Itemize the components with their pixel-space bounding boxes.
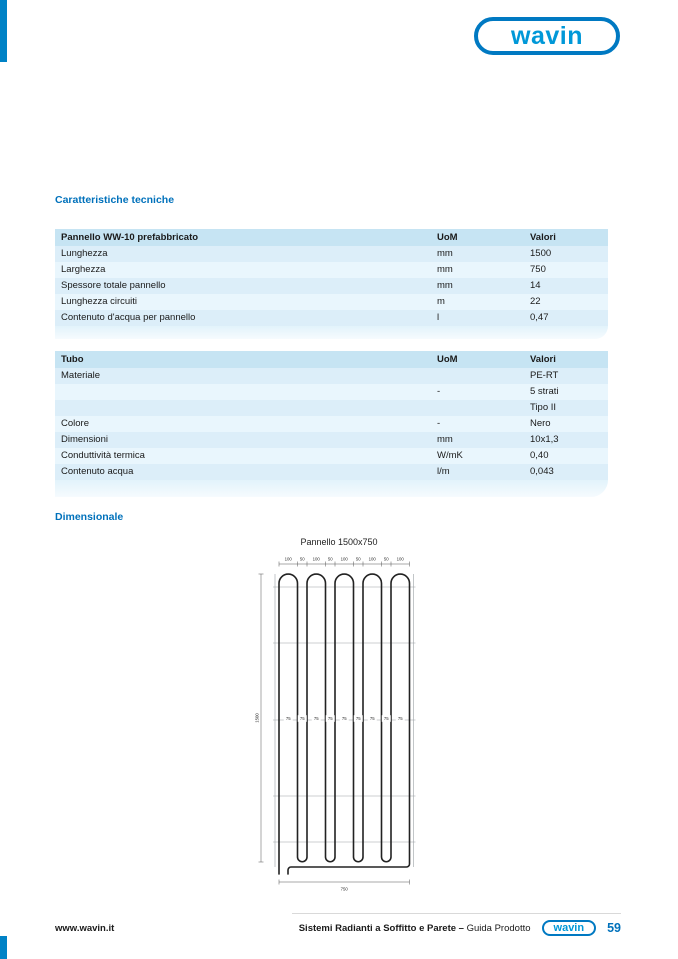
table-row <box>55 432 608 448</box>
cell-label <box>55 400 437 416</box>
dim-label: 75 <box>313 716 319 722</box>
cell-label: Materiale <box>61 370 101 381</box>
table-row <box>55 246 608 262</box>
cell-uom: - <box>437 418 441 429</box>
footer-page-number: 59 <box>607 921 621 935</box>
dimensional-diagram <box>0 537 678 902</box>
table-row <box>55 400 608 416</box>
table-tubo <box>55 351 608 497</box>
cell-value: 0,043 <box>530 466 554 477</box>
mounting-rails <box>273 587 416 842</box>
cell-label: Lunghezza <box>61 248 108 259</box>
cell-uom: mm <box>437 434 453 445</box>
cell-uom <box>437 400 530 416</box>
pipe-serpentine <box>279 574 410 874</box>
table-fade <box>55 326 608 339</box>
cell-label: Contenuto d'acqua per pannello <box>61 312 196 323</box>
table-row <box>55 448 608 464</box>
mid-dimensions <box>284 715 405 722</box>
table-header-cell: Tubo <box>61 354 84 365</box>
bottom-dimension <box>279 880 410 892</box>
table-row <box>55 416 608 432</box>
cell-label: Lunghezza circuiti <box>61 296 138 307</box>
dim-label: 100 <box>396 556 404 562</box>
cell-uom: l <box>437 312 440 323</box>
table-header-row <box>55 229 608 246</box>
wavin-logo-text: wavin <box>511 21 583 50</box>
cell-label: Contenuto acqua <box>61 466 134 477</box>
cell-uom: m <box>437 296 445 307</box>
cell-value: 5 strati <box>530 386 559 397</box>
footer-doc-title-regular: Guida Prodotto <box>466 922 531 934</box>
cell-label: Larghezza <box>61 264 106 275</box>
table-row <box>55 368 608 384</box>
cell-value: 750 <box>530 264 546 275</box>
cell-value: Tipo II <box>530 402 557 413</box>
footer-doc-title-bold: Sistemi Radianti a Soffitto e Parete – <box>298 922 464 934</box>
dim-label: 100 <box>368 556 376 562</box>
table-pannello <box>55 229 608 339</box>
table-header-row <box>55 351 608 368</box>
cell-uom: mm <box>437 264 453 275</box>
dim-label: 75 <box>383 716 389 722</box>
cell-value: 1500 <box>530 248 552 259</box>
dim-label: 75 <box>369 716 375 722</box>
dim-label: 100 <box>284 556 292 562</box>
dim-label: 100 <box>340 556 348 562</box>
cell-label: Dimensioni <box>61 434 108 445</box>
table-row <box>55 294 608 310</box>
top-dimension <box>279 557 410 567</box>
dim-label: 100 <box>312 556 320 562</box>
dim-label: 75 <box>299 716 305 722</box>
dim-label: 50 <box>355 556 361 562</box>
cell-uom: mm <box>437 248 453 259</box>
table-row <box>55 384 608 400</box>
footer-website-url: www.wavin.it <box>55 922 115 934</box>
dim-label: 75 <box>341 716 347 722</box>
footer-rule <box>292 913 621 914</box>
dim-label: 75 <box>397 716 403 722</box>
cell-value: 0,40 <box>530 450 549 461</box>
footer-wavin-logo: wavin <box>542 920 597 936</box>
cell-label: Colore <box>61 418 89 429</box>
page-edge-accent-top <box>0 0 7 62</box>
page-edge-accent-bottom <box>0 936 7 959</box>
diagram-title: Pannello 1500x750 <box>300 537 378 547</box>
cell-label <box>55 384 437 400</box>
cell-label: Conduttività termica <box>61 450 145 461</box>
table-header-cell: Valori <box>530 232 556 243</box>
left-dimension <box>255 574 264 862</box>
table-header-cell: UoM <box>437 232 458 243</box>
cell-value: 22 <box>530 296 541 307</box>
cell-uom: l/m <box>437 466 450 477</box>
cell-value: Nero <box>530 418 551 429</box>
cell-label: Spessore totale pannello <box>61 280 166 291</box>
dim-label: 750 <box>340 886 348 892</box>
section-title-dimensionale: Dimensionale <box>55 511 124 523</box>
cell-uom: mm <box>437 280 453 291</box>
cell-uom: - <box>437 386 441 397</box>
dim-label: 75 <box>355 716 361 722</box>
cell-value: 0,47 <box>530 312 549 323</box>
dim-label: 1500 <box>254 713 260 723</box>
footer-doc-title <box>299 923 531 934</box>
table-header-cell: UoM <box>437 354 458 365</box>
cell-value: PE-RT <box>530 370 559 381</box>
wavin-logo <box>474 17 620 55</box>
dim-label: 75 <box>285 716 291 722</box>
dim-label: 50 <box>327 556 333 562</box>
cell-value: 14 <box>530 280 541 291</box>
table-row <box>55 310 608 326</box>
table-row <box>55 278 608 294</box>
panel-dimensional-drawing <box>249 552 429 897</box>
table-header-cell: Valori <box>530 354 556 365</box>
dim-label: 50 <box>383 556 389 562</box>
cell-value: 10x1,3 <box>530 434 559 445</box>
table-header-cell: Pannello WW-10 prefabbricato <box>61 232 199 243</box>
footer-right-group <box>299 920 621 936</box>
table-row <box>55 262 608 278</box>
cell-uom: W/mK <box>437 450 463 461</box>
footer <box>55 920 621 936</box>
table-fade <box>55 480 608 497</box>
section-title-caratteristiche: Caratteristiche tecniche <box>55 194 175 206</box>
cell-uom <box>437 368 530 384</box>
table-row <box>55 464 608 480</box>
dim-label: 75 <box>327 716 333 722</box>
dim-label: 50 <box>299 556 305 562</box>
